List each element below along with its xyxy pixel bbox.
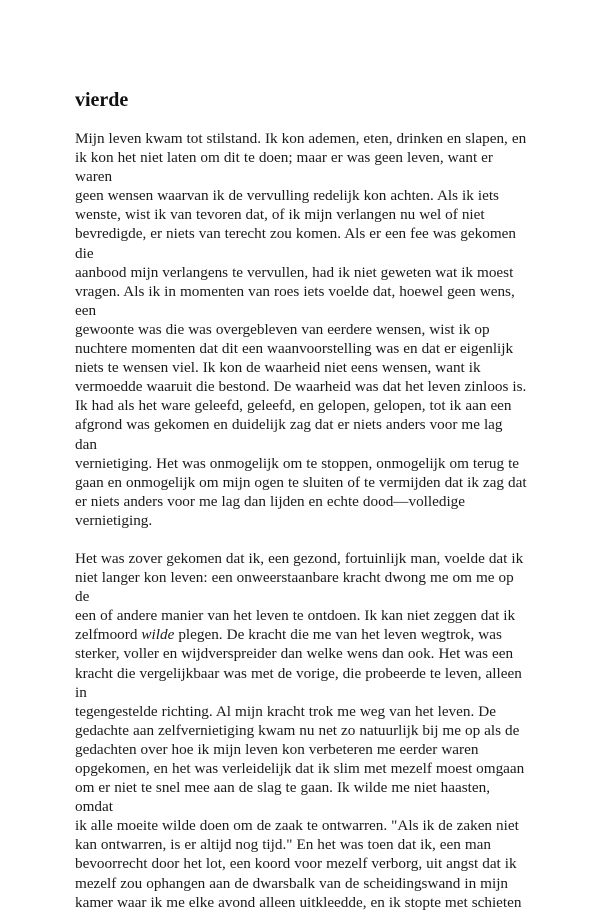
paragraph-2-start: Het was zover gekomen dat ik, een gezond, fortuinlijk man, voelde dat ik niet langer kon leven: een onweerstaanbare kracht dwong me om me op de een of andere manier van het leven te ontdoen. Ik kan niet zeggen dat ik zelfmoord xyxy=(75,549,524,644)
emphasized-word: wilde xyxy=(141,626,175,644)
chapter-title: vierde xyxy=(75,89,129,111)
paragraph-2 xyxy=(75,549,527,912)
paragraph-2-end: plegen. De kracht die me van het leven wegtrok, was sterker, voller en wijdverspreider dan welke wens dan ook. Het was een kracht die vergelijkbaar was met de vorige, die probeerde te leven, alleen in tegengestelde richting. Al mijn kracht trok me weg van het leven. De gedachte aan zelfvernietiging kwam nu net zo natuurlijk bij me op als de gedachten over hoe ik mijn leven kon verbeteren me eerder waren opgekomen, en het was verleidelijk dat ik slim met mezelf moest omgaan om er niet te snel mee aan de slag te gaan. Ik wilde me niet haasten, omdat ik alle moeite wilde doen om de zaak te ontwarren. "Als ik de zaken niet kan ontwarren, is er altijd nog tijd." En het was toen dat ik, een man bevoorrecht door het lot, een koord voor mezelf verborg, uit angst dat ik mezelf zou ophangen aan de dwarsbalk van de scheidingswand in mijn kamer waar ik me elke avond alleen uitkleedde, en ik stopte met schieten xyxy=(75,626,525,911)
book-page xyxy=(75,88,527,912)
paragraph-1: Mijn leven kwam tot stilstand. Ik kon ademen, eten, drinken en slapen, en ik kon het niet laten om dit te doen; maar er was geen leven, want er waren geen wensen waarvan ik de vervulling redelijk kon achten. Als ik iets wenste, wist ik van tevoren dat, of ik mijn verlangen nu wel of niet bevredigde, er niets van terecht zou komen. Als er een fee was gekomen die aanbood mijn verlangens te vervullen, had ik niet geweten wat ik moest vragen. Als ik in momenten van roes iets voelde dat, hoewel geen wens, een gewoonte was die was overgebleven van eerdere wensen, wist ik op nuchtere momenten dat dit een waanvoorstelling was en dat er eigenlijk niets te wensen viel. Ik kon de waarheid niet eens wensen, want ik vermoedde waaruit die bestond. De waarheid was dat het leven zinloos is. Ik had als het ware geleefd, geleefd, en gelopen, gelopen, tot ik aan een afgrond was gekomen en duidelijk zag dat er niets anders voor me lag dan vernietiging. Het was onmogelijk om te stoppen, onmogelijk om terug te gaan en onmogelijk om mijn ogen te sluiten of te vermijden dat ik zag dat er niets anders voor me lag dan lijden en echte dood—volledige vernietiging. xyxy=(75,130,527,529)
